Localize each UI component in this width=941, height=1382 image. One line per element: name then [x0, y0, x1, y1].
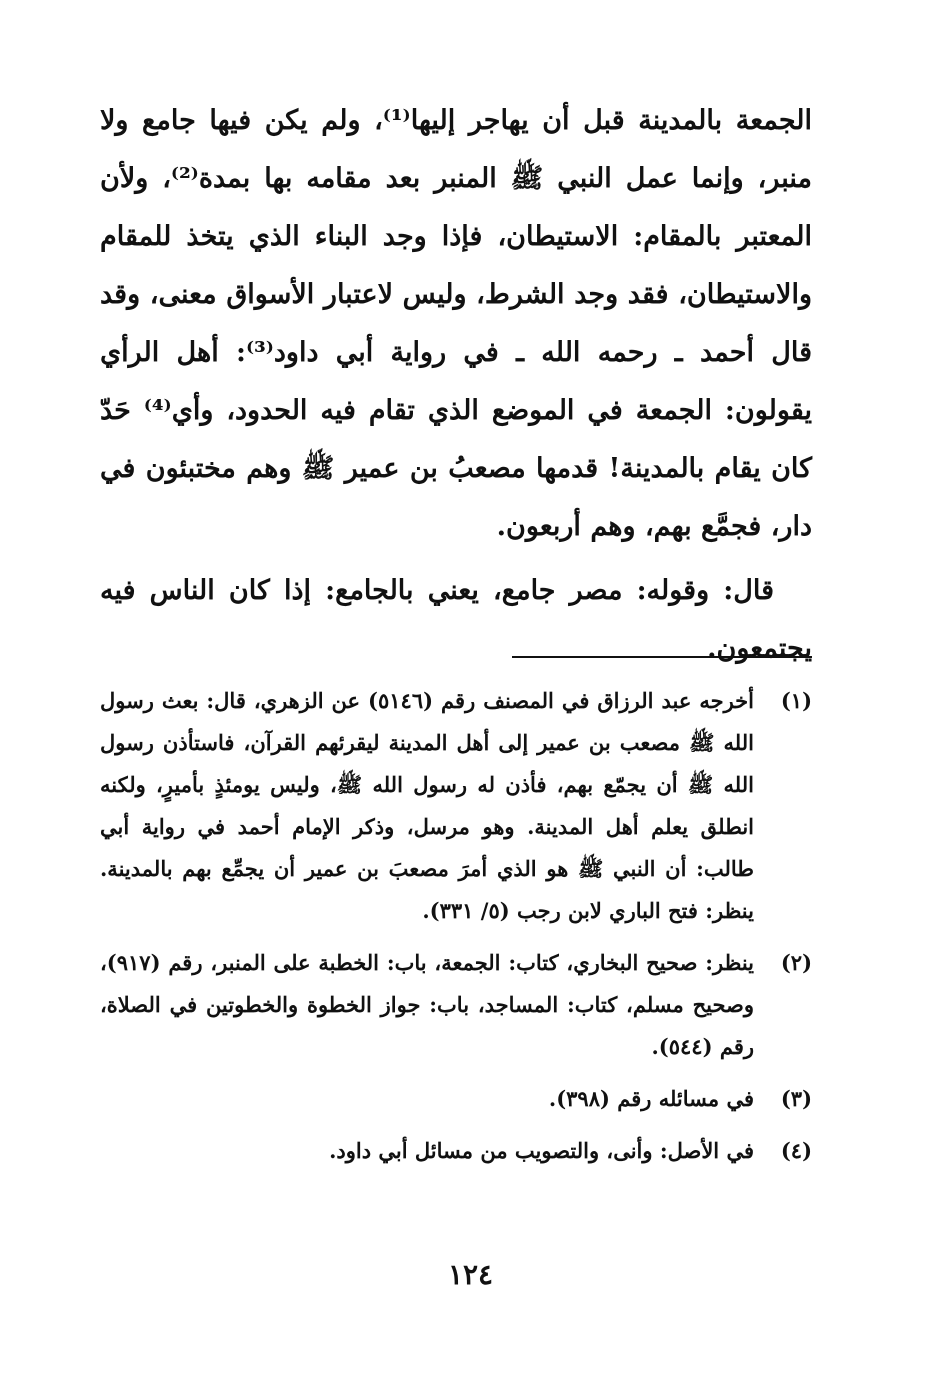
footnote-text: أخرجه عبد الرزاق في المصنف رقم (٥١٤٦) عن الزهري، قال: بعث رسول الله ﷺ مصعب بن عمير إلى أهل المدينة ليقرئهم القرآن، فاستأذن رسول الله ﷺ أن يجمّع بهم، فأذن له رسول الله ﷺ، وليس يومئذٍ بأميرٍ، ولكنه انطلق يعلم أهل المدينة. وهو مرسل، وذكر الإمام أحمد في رواية أبي طالب: أن النبي ﷺ هو الذي أمرَ مصعبَ بن عمير أن يجمِّع بهم بالمدينة. ينظر: فتح الباري لابن رجب (٥/ ٣٣١).: [100, 688, 754, 923]
footnotes: [100, 680, 812, 1182]
page-number: ١٢٤: [447, 1258, 494, 1291]
footnote-number: (٣): [780, 1086, 812, 1111]
main-text: [100, 92, 812, 678]
footnote-divider: [512, 656, 812, 658]
footnote-text: في الأصل: وأنى، والتصويب من مسائل أبي داود.: [329, 1138, 754, 1163]
body-paragraph-1: الجمعة بالمدينة قبل أن يهاجر إليها⁽¹⁾، ولم يكن فيها جامع ولا منبر، وإنما عمل النبي ﷺ المنبر بعد مقامه بها بمدة⁽²⁾، ولأن المعتبر بالمقام: الاستيطان، فإذا وجد البناء الذي يتخذ للمقام والاستيطان، فقد وجد الشرط، وليس لاعتبار الأسواق معنى، وقد قال أحمد ـ رحمه الله ـ في رواية أبي داود⁽³⁾: أهل الرأي يقولون: الجمعة في الموضع الذي تقام فيه الحدود، وأي⁽⁴⁾ حَدّ كان يقام بالمدينة! قدمها مصعبُ بن عمير ﷺ وهم مختبئون في دار، فجمَّع بهم، وهم أربعون.: [100, 105, 813, 542]
footnote-number: (١): [780, 688, 812, 713]
footnote-4: [100, 1130, 812, 1172]
footnote-text: ينظر: صحيح البخاري، كتاب: الجمعة، باب: الخطبة على المنبر، رقم (٩١٧)، وصحيح مسلم، كتاب: المساجد، باب: جواز الخطوة والخطوتين في الصلاة، رقم (٥٤٤).: [100, 950, 754, 1059]
footnote-3: [100, 1078, 812, 1120]
footnote-text: في مسائله رقم (٣٩٨).: [548, 1086, 754, 1111]
footnote-number: (٢): [780, 950, 812, 975]
footnote-number: (٤): [780, 1138, 812, 1163]
footnote-1: [100, 680, 812, 932]
body-paragraph-2: قال: وقوله: مصر جامع، يعني بالجامع: إذا كان الناس فيه يجتمعون.: [100, 575, 812, 664]
footnote-2: [100, 942, 812, 1068]
